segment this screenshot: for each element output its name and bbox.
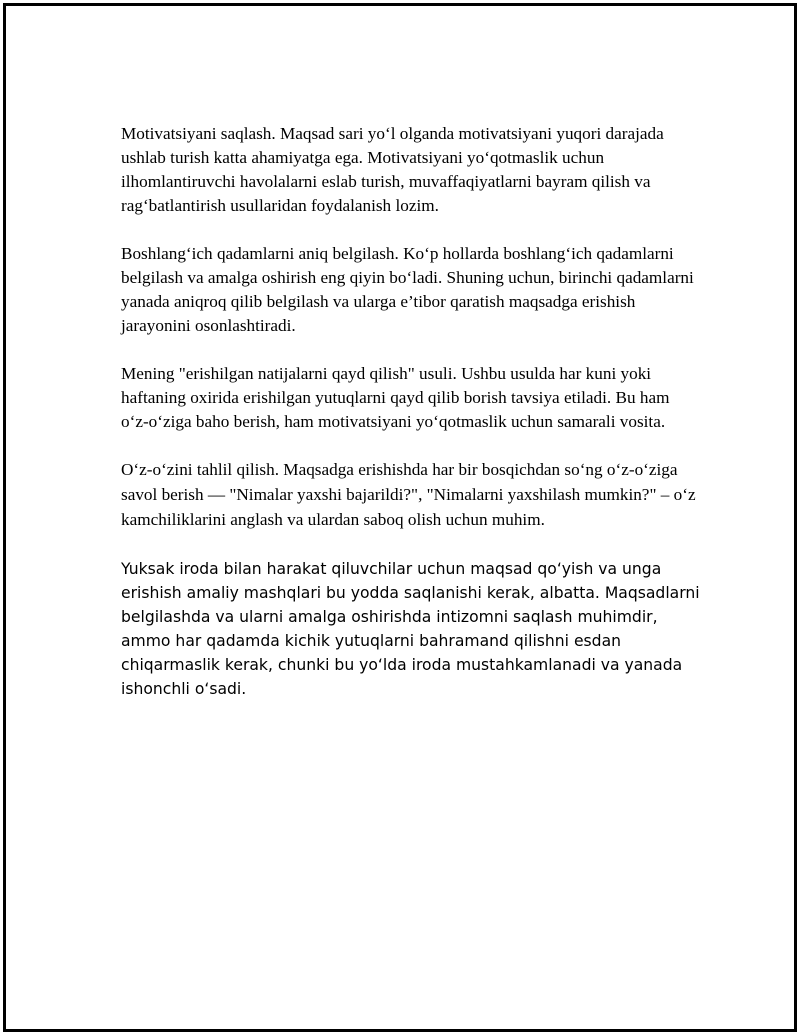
paragraph-self-analysis-text: O‘z-o‘zini tahlil qilish. Maqsadga erishishda har bir bosqichdan so‘ng o‘z-o‘ziga savol berish — "Nimalar yaxshi bajarildi?", "Nimalarni yaxshilash mumkin?" – o‘z kamchiliklarini anglash va ulardan saboq olish uchun muhim. (121, 460, 696, 529)
paragraph-results-log: Mening "erishilgan natijalarni qayd qilish" usuli. Ushbu usulda har kuni yoki haftaning oxirida erishilgan yutuqlarni qayd qilib borish tavsiya etiladi. Bu ham o‘z-o‘ziga baho berish, ham motivatsiyani yo‘qotmaslik uchun samarali vosita. (121, 364, 670, 431)
paragraph-motivation: Motivatsiyani saqlash. Maqsad sari yo‘l olganda motivatsiyani yuqori darajada ushlab turish katta ahamiyatga ega. Motivatsiyani yo‘qotmaslik uchun ilhomlantiruvchi havolalarni eslab turish, muvaffaqiyatlarni bayram qilish va rag‘batlantirish usullaridan foydalanish lozim. (121, 124, 664, 215)
paragraph-willpower: Yuksak iroda bilan harakat qiluvchilar uchun maqsad qo‘yish va unga erishish amaliy mashqlari bu yodda saqlanishi kerak, albatta. Maqsadlarni belgilashda va ularni amalga oshirishda intizomni saqlash muhimdir, ammo har qadamda kichik yutuqlarni bahramand qilishni esdan chiqarmaslik kerak, chunki bu yo‘lda iroda mustahkamlanadi va yanada ishonchli o‘sadi. (121, 560, 700, 698)
page-frame (3, 3, 797, 1032)
paragraph-first-steps: Boshlang‘ich qadamlarni aniq belgilash. Ko‘p hollarda boshlang‘ich qadamlarni belgilash va amalga oshirish eng qiyin bo‘ladi. Shuning uchun, birinchi qadamlarni yanada aniqroq qilib belgilash va ularga e’tibor qaratish maqsadga erishish jarayonini osonlashtiradi. (121, 244, 694, 335)
document-body (121, 122, 701, 725)
paragraph-self-analysis (121, 458, 701, 533)
